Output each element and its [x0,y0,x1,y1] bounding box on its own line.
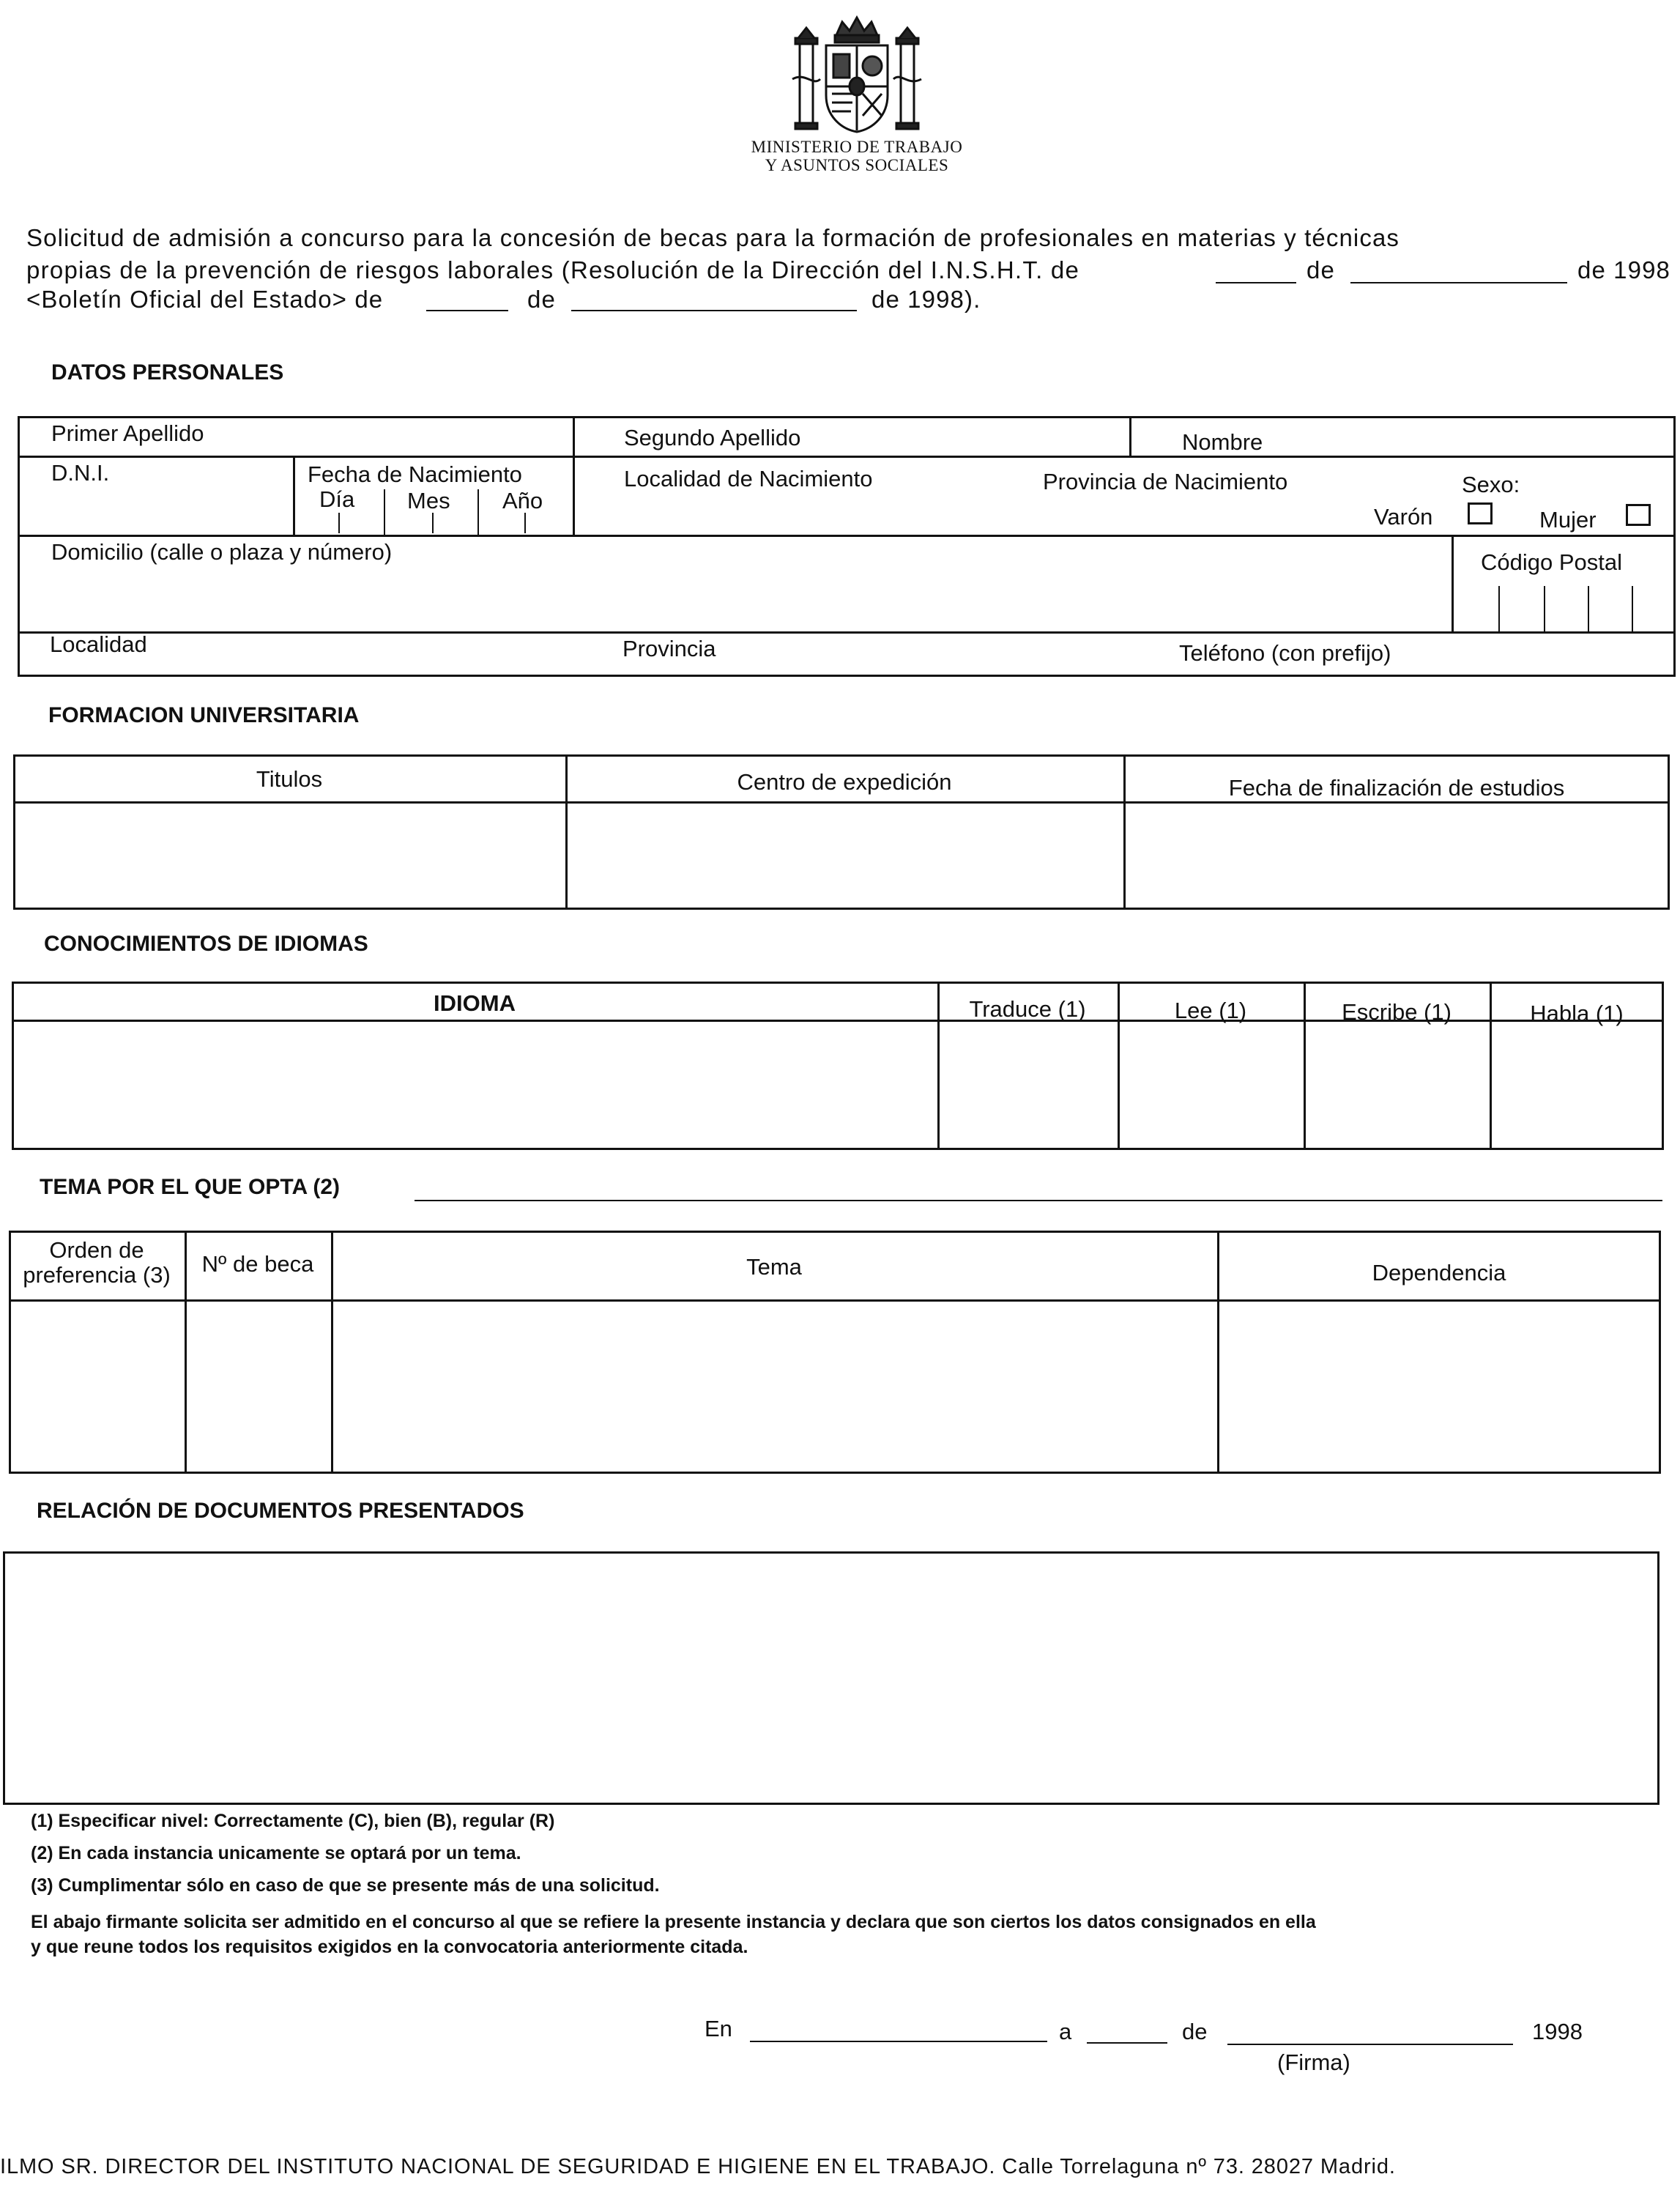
date-tick [338,513,340,533]
coat-of-arms-emblem [791,13,923,138]
provincia-nacimiento-label: Provincia de Nacimiento [1043,469,1288,494]
signature-en-label: En [705,2016,732,2041]
signature-a-label: a [1059,2019,1072,2044]
postal-tick [1588,586,1589,631]
centro-expedicion-header: Centro de expedición [737,769,952,795]
ministry-line-1: MINISTERIO DE TRABAJO [751,138,963,156]
row-divider [18,456,1676,458]
dependencia-header: Dependencia [1372,1260,1506,1286]
boe-day-blank[interactable] [426,310,508,311]
mujer-checkbox[interactable] [1626,504,1651,526]
provincia-label: Provincia [622,636,716,661]
intro-line-3b: de [527,286,556,313]
declaration-line-2: y que reune todos los requisitos exigidos en la convocatoria anteriormente citada. [31,1937,748,1957]
ministry-line-2: Y ASUNTOS SOCIALES [765,156,949,174]
date-tick [477,489,479,535]
signature-month-blank[interactable] [1227,2044,1513,2045]
signature-de-label: de [1182,2019,1208,2044]
tema-header: Tema [746,1254,802,1280]
anio-label: Año [502,488,543,513]
firma-label: (Firma) [1277,2049,1350,2075]
idioma-header: IDIOMA [434,990,516,1016]
telefono-label: Teléfono (con prefijo) [1179,640,1391,666]
tema-heading: TEMA POR EL QUE OPTA (2) [40,1175,341,1199]
intro-line-2a: propias de la prevención de riesgos laborales (Resolución de la Dirección del I.N.S.H.T. de [26,256,1080,283]
note-1: (1) Especificar nivel: Correctamente (C), bien (B), regular (R) [31,1811,555,1831]
dni-label: D.N.I. [51,460,110,486]
varon-label: Varón [1374,504,1433,530]
signature-place-blank[interactable] [750,2041,1047,2042]
fecha-nacimiento-label: Fecha de Nacimiento [308,461,522,487]
postal-tick [1544,586,1545,631]
col-divider [573,416,575,535]
date-tick [432,513,434,533]
mujer-label: Mujer [1539,507,1597,533]
boe-month-blank[interactable] [571,310,857,311]
header-row-divider [13,801,1670,804]
postal-tick [1498,586,1500,631]
primer-apellido-label: Primer Apellido [51,420,204,446]
tema-blank-line[interactable] [415,1200,1662,1201]
row-divider [18,631,1676,634]
orden-header-line-2: preferencia (3) [23,1262,171,1288]
date-tick [384,489,385,535]
codigo-postal-label: Código Postal [1481,549,1623,575]
ministry-name [659,138,1055,174]
postal-tick [1632,586,1633,631]
orden-header-line-1: Orden de [49,1237,144,1263]
signature-day-blank[interactable] [1087,2042,1167,2044]
habla-header: Habla (1) [1530,1001,1624,1026]
declaration-line-1: El abajo firmante solicita ser admitido en el concurso al que se refiere la presente instancia y declara que son ciertos los datos consignados en ella [31,1912,1316,1932]
intro-line-2c: de 1998 [1577,256,1670,283]
mes-label: Mes [407,488,450,513]
lee-header: Lee (1) [1174,998,1247,1023]
sexo-label: Sexo: [1462,472,1520,497]
col-divider [293,456,295,535]
documentos-box[interactable] [3,1551,1659,1805]
formacion-heading: FORMACION UNIVERSITARIA [48,703,360,727]
note-3: (3) Cumplimentar sólo en caso de que se presente más de una solicitud. [31,1875,660,1896]
domicilio-label: Domicilio (calle o plaza y número) [51,539,393,565]
localidad-nacimiento-label: Localidad de Nacimiento [624,466,873,491]
fecha-finalizacion-header: Fecha de finalización de estudios [1228,775,1565,801]
intro-line-1: Solicitud de admisión a concurso para la concesión de becas para la formación de profesionales en materias y técnicas [26,224,1400,251]
escribe-header: Escribe (1) [1342,999,1452,1025]
footer-address: ILMO SR. DIRECTOR DEL INSTITUTO NACIONAL DE SEGURIDAD E HIGIENE EN EL TRABAJO. Calle Torrelaguna nº 73. 28027 Madrid. [0,2155,1396,2178]
intro-line-2b: de [1307,256,1335,283]
date-tick [524,513,526,533]
resolution-day-blank[interactable] [1216,282,1296,283]
col-divider [1129,416,1131,457]
row-divider [18,535,1676,537]
orden-header [9,1238,185,1288]
resolution-month-blank[interactable] [1350,282,1567,283]
col-divider [1452,535,1454,631]
nombre-label: Nombre [1182,429,1263,455]
varon-checkbox[interactable] [1468,502,1493,524]
note-2: (2) En cada instancia unicamente se optará por un tema. [31,1843,521,1863]
titulos-header: Titulos [256,766,323,792]
segundo-apellido-label: Segundo Apellido [624,425,801,450]
traduce-header: Traduce (1) [969,996,1086,1022]
intro-line-3a: <Boletín Oficial del Estado> de [26,286,384,313]
idiomas-heading: CONOCIMIENTOS DE IDIOMAS [44,932,368,956]
localidad-label: Localidad [50,631,147,657]
dia-label: Día [319,486,355,512]
datos-personales-heading: DATOS PERSONALES [51,360,284,385]
signature-year: 1998 [1532,2019,1583,2044]
intro-line-3c: de 1998). [871,286,981,313]
numero-beca-header: Nº de beca [201,1251,314,1277]
documentos-heading: RELACIÓN DE DOCUMENTOS PRESENTADOS [37,1499,524,1523]
header-row-divider [9,1299,1661,1302]
